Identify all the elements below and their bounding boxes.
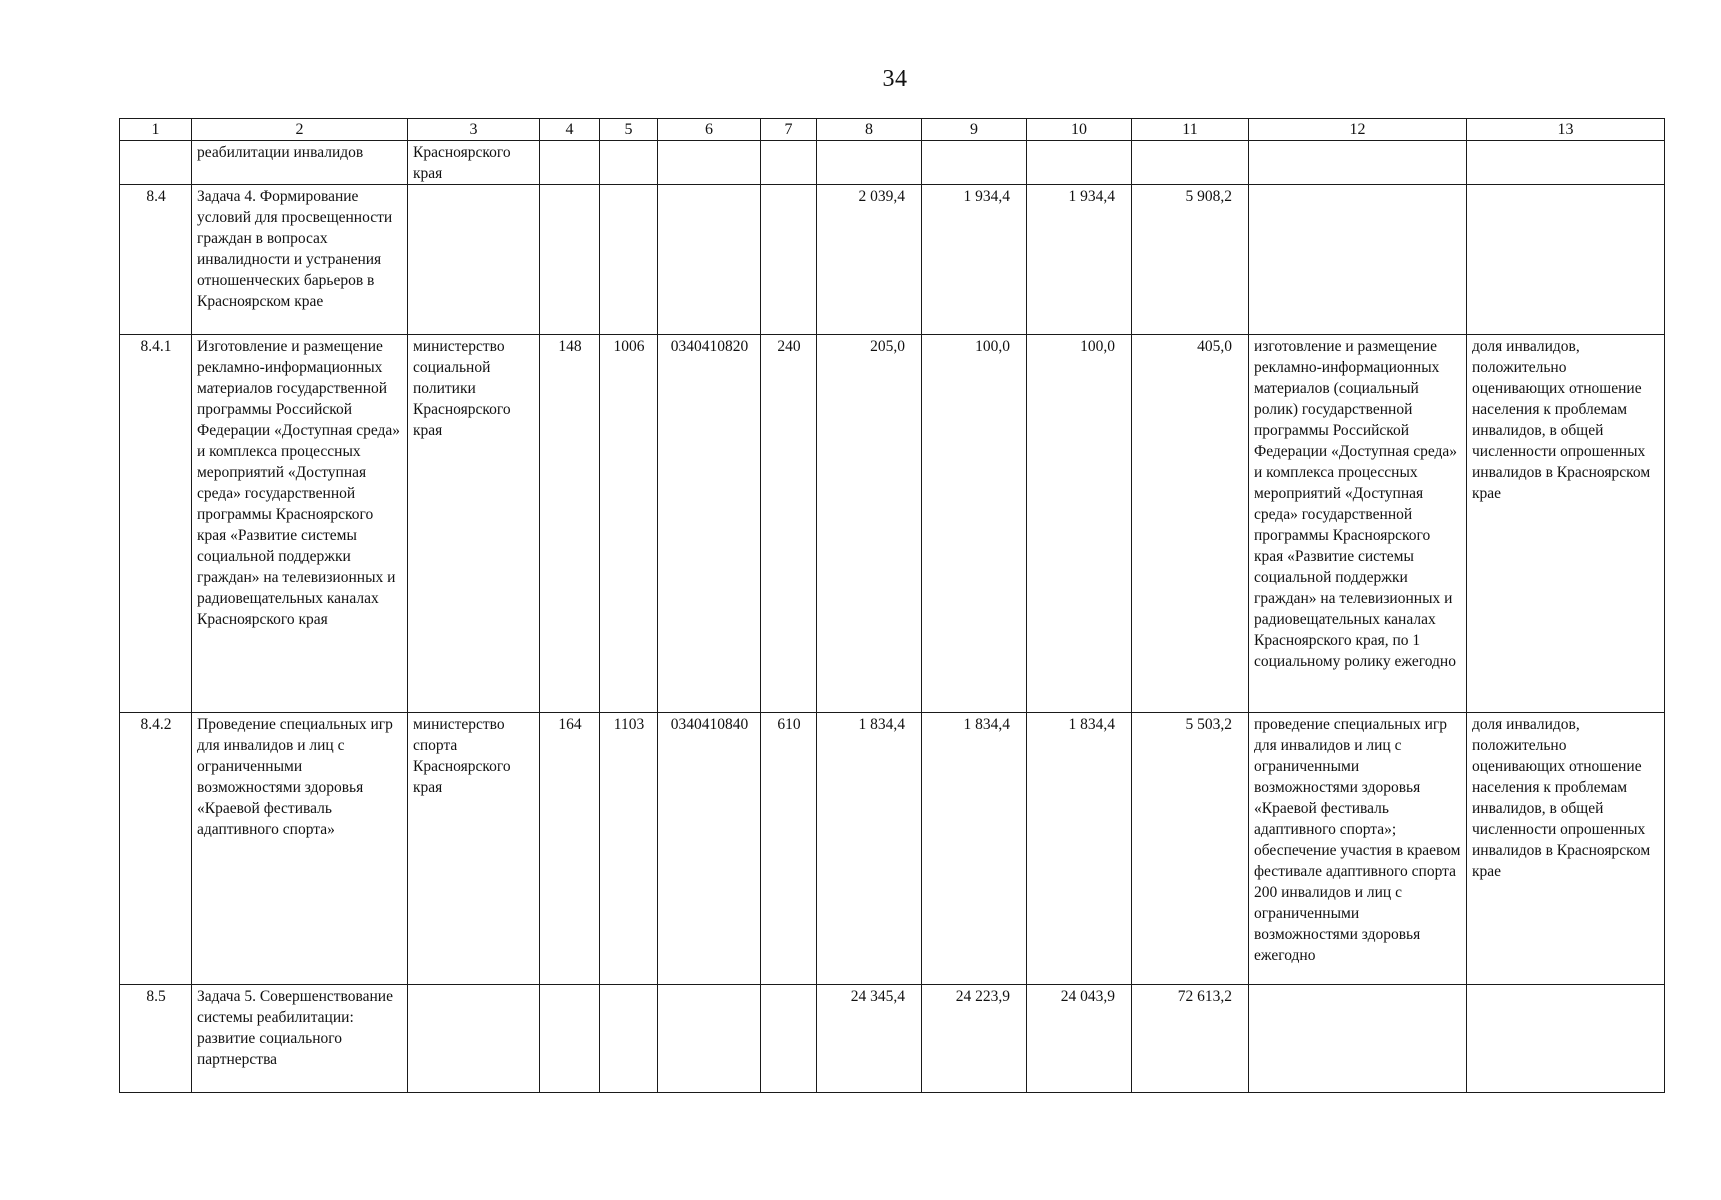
expense-type-cell <box>761 185 817 335</box>
amount-year2-cell: 24 223,9 <box>922 985 1027 1093</box>
column-number: 12 <box>1249 119 1467 141</box>
amount-total-cell: 5 908,2 <box>1132 185 1249 335</box>
row-number-cell: 8.4.2 <box>120 713 192 985</box>
amount-year1-cell <box>817 141 922 185</box>
column-number: 2 <box>192 119 408 141</box>
amount-year2-cell: 1 834,4 <box>922 713 1027 985</box>
expense-type-cell <box>761 141 817 185</box>
amount-total-cell: 5 503,2 <box>1132 713 1249 985</box>
activity-name-cell: Проведение специальных игр для инвалидов и лиц с ограниченными возможностями здоровья «Краевой фестиваль адаптивного спорта» <box>192 713 408 985</box>
amount-year3-cell: 1 834,4 <box>1027 713 1132 985</box>
amount-year1-cell: 205,0 <box>817 335 922 713</box>
amount-year2-cell <box>922 141 1027 185</box>
amount-year3-cell: 1 934,4 <box>1027 185 1132 335</box>
amount-year3-cell: 100,0 <box>1027 335 1132 713</box>
target-article-cell <box>658 141 761 185</box>
activity-name-cell: реабилитации инвалидов <box>192 141 408 185</box>
row-number-cell: 8.4.1 <box>120 335 192 713</box>
executor-cell <box>408 985 540 1093</box>
amount-year2-cell: 1 934,4 <box>922 185 1027 335</box>
row-number-cell: 8.4 <box>120 185 192 335</box>
amount-total-cell <box>1132 141 1249 185</box>
grbs-code-cell <box>540 141 600 185</box>
amount-year3-cell <box>1027 141 1132 185</box>
column-number: 7 <box>761 119 817 141</box>
indicator-cell <box>1467 185 1665 335</box>
expected-result-cell <box>1249 985 1467 1093</box>
amount-year1-cell: 24 345,4 <box>817 985 922 1093</box>
table-row <box>120 335 1665 713</box>
indicator-cell <box>1467 985 1665 1093</box>
grbs-code-cell: 148 <box>540 335 600 713</box>
activity-name-cell: Задача 5. Совершенствование системы реабилитации: развитие социального партнерства <box>192 985 408 1093</box>
expense-type-cell: 240 <box>761 335 817 713</box>
section-code-cell <box>600 141 658 185</box>
column-number: 4 <box>540 119 600 141</box>
executor-cell: министерство социальной политики Красноярского края <box>408 335 540 713</box>
column-number: 13 <box>1467 119 1665 141</box>
target-article-cell: 0340410820 <box>658 335 761 713</box>
column-number: 11 <box>1132 119 1249 141</box>
section-code-cell <box>600 185 658 335</box>
table-row <box>120 985 1665 1093</box>
column-number: 10 <box>1027 119 1132 141</box>
indicator-cell <box>1467 141 1665 185</box>
row-number-cell <box>120 141 192 185</box>
amount-year1-cell: 2 039,4 <box>817 185 922 335</box>
amount-year2-cell: 100,0 <box>922 335 1027 713</box>
amount-total-cell: 72 613,2 <box>1132 985 1249 1093</box>
table-row <box>120 141 1665 185</box>
column-number-header-row <box>120 119 1665 141</box>
column-number: 8 <box>817 119 922 141</box>
target-article-cell: 0340410840 <box>658 713 761 985</box>
column-number: 5 <box>600 119 658 141</box>
column-number: 9 <box>922 119 1027 141</box>
table-row <box>120 713 1665 985</box>
column-number: 1 <box>120 119 192 141</box>
executor-cell <box>408 185 540 335</box>
section-code-cell: 1006 <box>600 335 658 713</box>
indicator-cell: доля инвалидов, положительно оценивающих отношение населения к проблемам инвалидов, в общей численности опрошенных инвалидов в Красноярском крае <box>1467 335 1665 713</box>
grbs-code-cell: 164 <box>540 713 600 985</box>
executor-cell: министерство спорта Красноярского края <box>408 713 540 985</box>
expected-result-cell: изготовление и размещение рекламно-информационных материалов (социальный ролик) государственной программы Российской Федерации «Доступная среда» и комплекса процессных мероприятий «Доступная среда» государственной программы Красноярского края «Развитие системы социальной поддержки граждан» на телевизионных и радиовещательных каналах Красноярского края, по 1 социальному ролику ежегодно <box>1249 335 1467 713</box>
column-number: 3 <box>408 119 540 141</box>
expected-result-cell <box>1249 141 1467 185</box>
indicator-cell: доля инвалидов, положительно оценивающих отношение населения к проблемам инвалидов, в общей численности опрошенных инвалидов в Красноярском крае <box>1467 713 1665 985</box>
program-activities-table <box>119 118 1665 1093</box>
expense-type-cell: 610 <box>761 713 817 985</box>
row-number-cell: 8.5 <box>120 985 192 1093</box>
expected-result-cell: проведение специальных игр для инвалидов и лиц с ограниченными возможностями здоровья «Краевой фестиваль адаптивного спорта»; обеспечение участия в краевом фестивале адаптивного спорта 200 инвалидов и лиц с ограниченными возможностями здоровья ежегодно <box>1249 713 1467 985</box>
amount-year1-cell: 1 834,4 <box>817 713 922 985</box>
expected-result-cell <box>1249 185 1467 335</box>
grbs-code-cell <box>540 985 600 1093</box>
target-article-cell <box>658 985 761 1093</box>
page-number: 34 <box>882 66 908 92</box>
column-number: 6 <box>658 119 761 141</box>
amount-year3-cell: 24 043,9 <box>1027 985 1132 1093</box>
section-code-cell: 1103 <box>600 713 658 985</box>
section-code-cell <box>600 985 658 1093</box>
table-row <box>120 185 1665 335</box>
expense-type-cell <box>761 985 817 1093</box>
executor-cell: Красноярского края <box>408 141 540 185</box>
activity-name-cell: Задача 4. Формирование условий для просвещенности граждан в вопросах инвалидности и устранения отношенческих барьеров в Красноярском крае <box>192 185 408 335</box>
grbs-code-cell <box>540 185 600 335</box>
activity-name-cell: Изготовление и размещение рекламно-информационных материалов государственной программы Российской Федерации «Доступная среда» и комплекса процессных мероприятий «Доступная среда» государственной программы Красноярского края «Развитие системы социальной поддержки граждан» на телевизионных и радиовещательных каналах Красноярского края <box>192 335 408 713</box>
amount-total-cell: 405,0 <box>1132 335 1249 713</box>
target-article-cell <box>658 185 761 335</box>
